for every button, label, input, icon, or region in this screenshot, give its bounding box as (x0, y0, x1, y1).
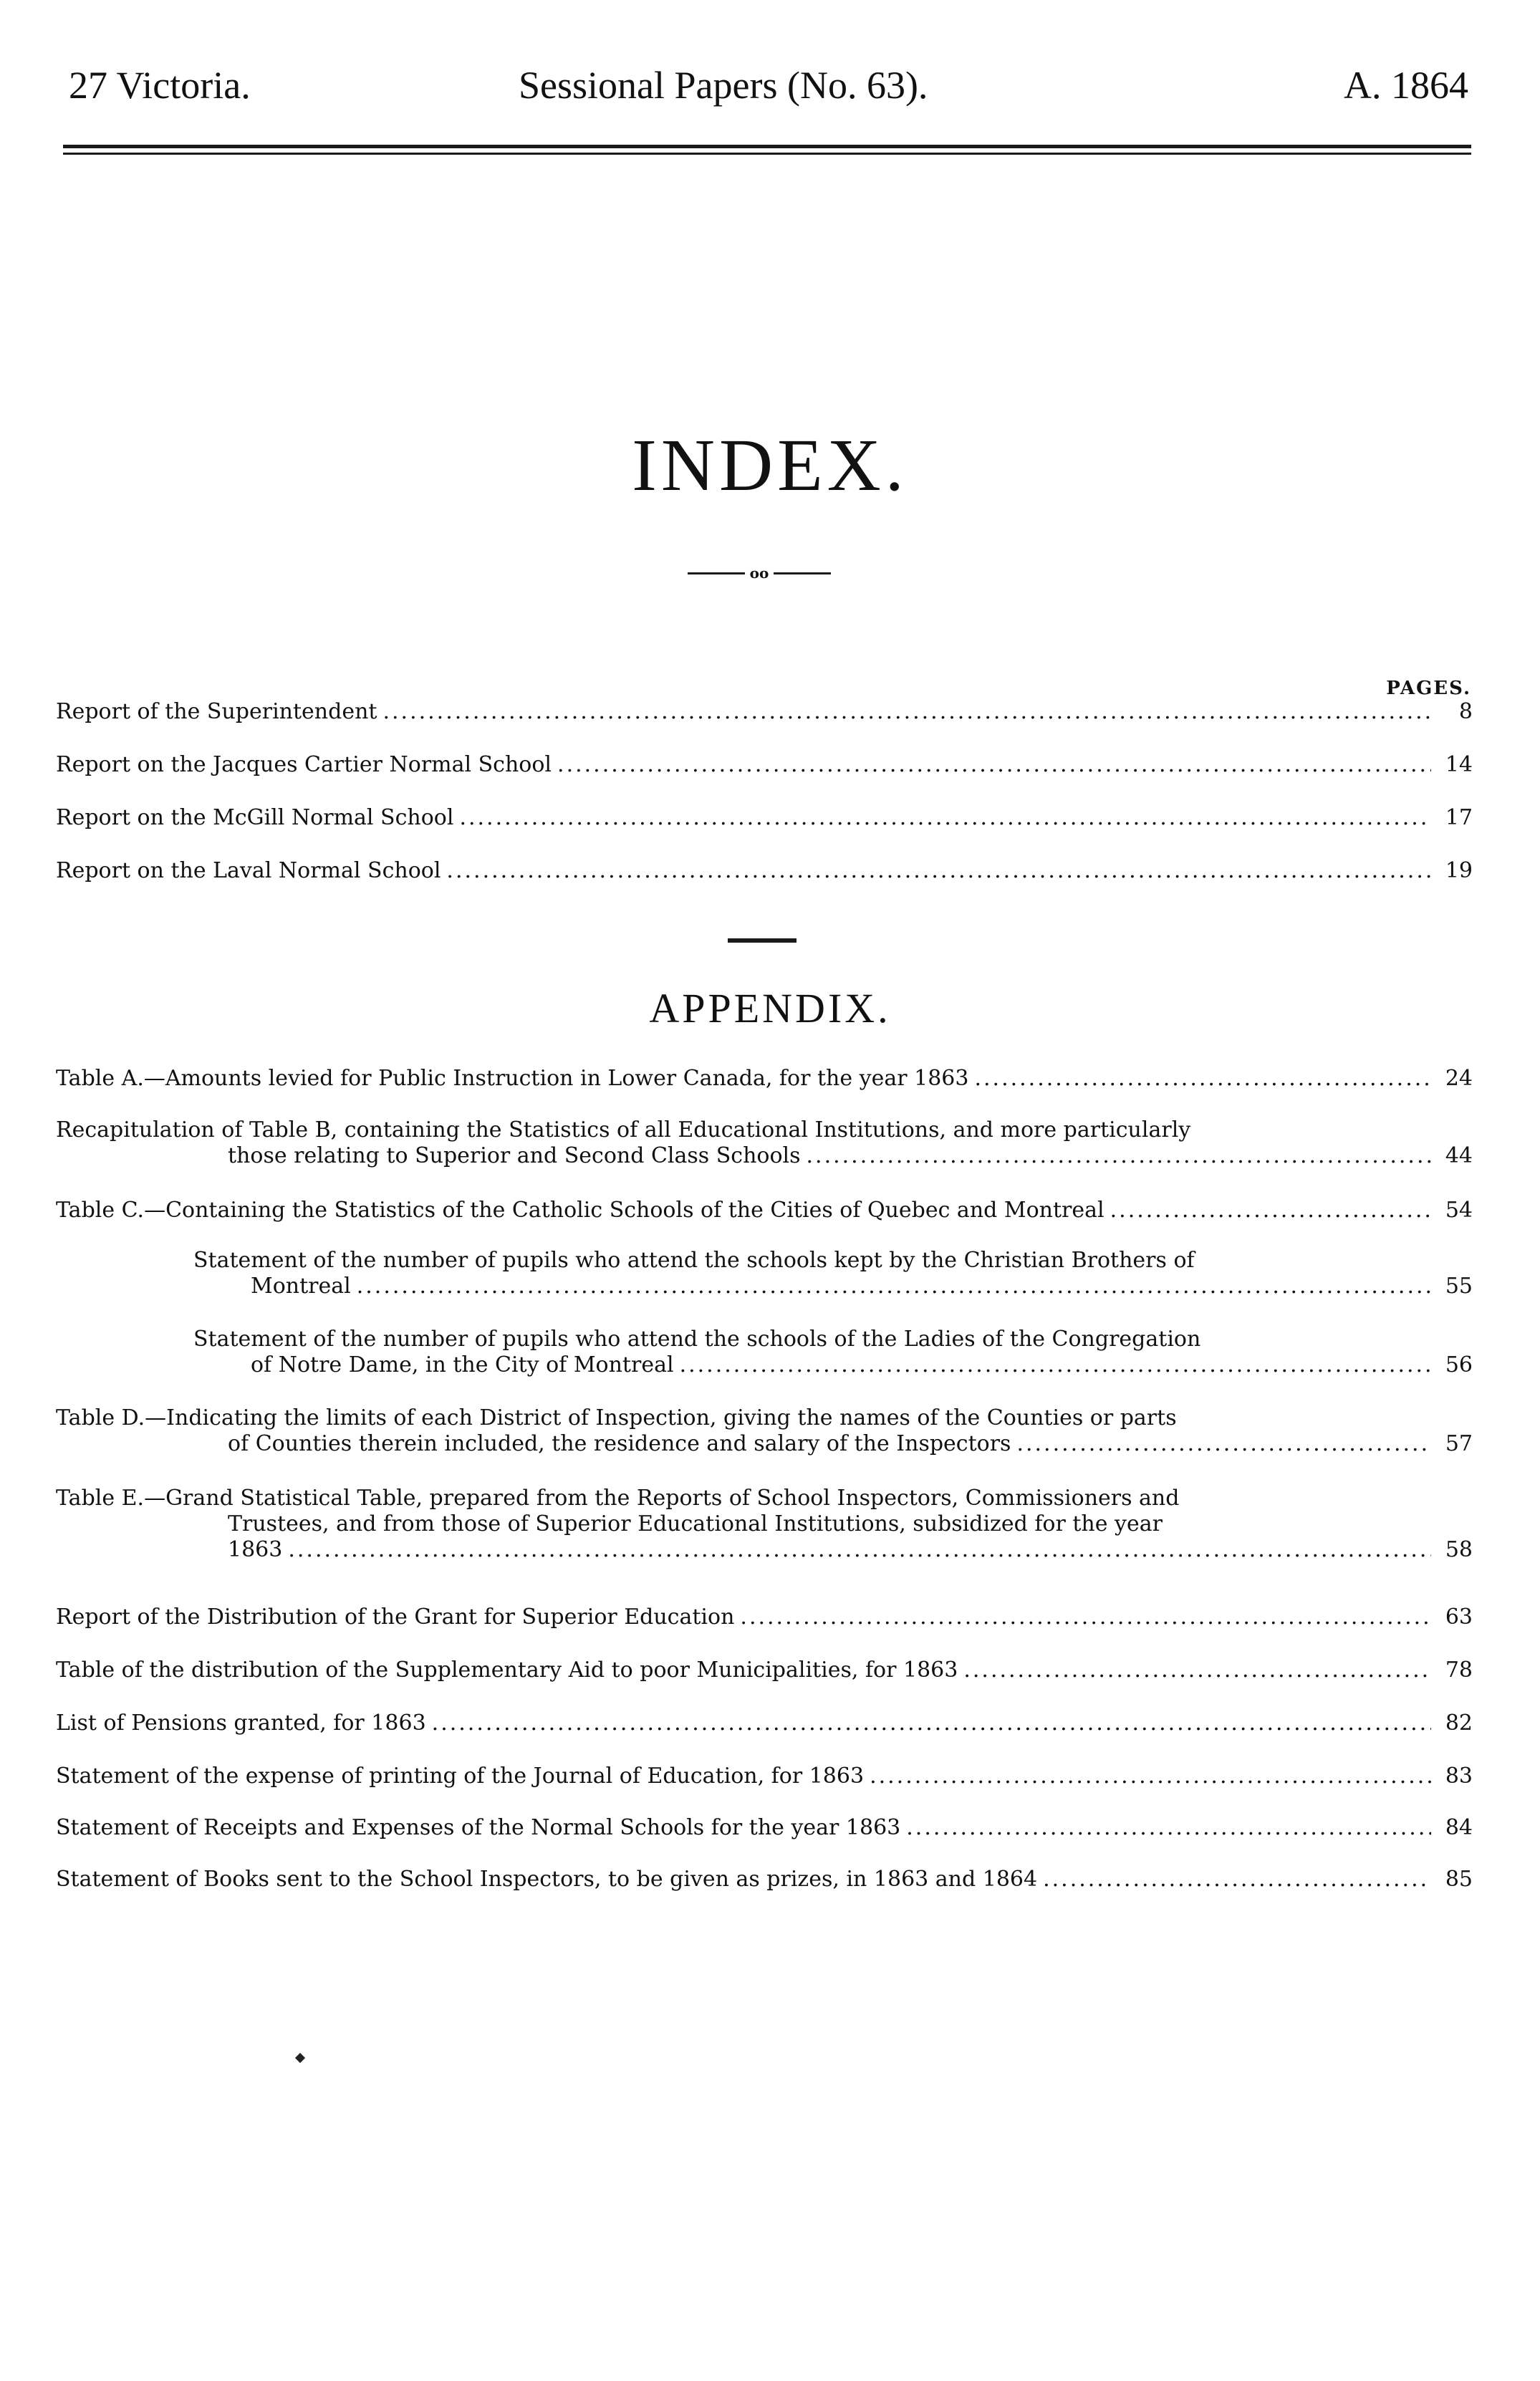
index-entry (56, 699, 1473, 725)
entry-text: Table A.—Amounts levied for Public Instruction in Lower Canada, for the year 1863 (56, 1066, 969, 1091)
section-divider (728, 938, 797, 943)
entry-text: Recapitulation of Table B, containing the Statistics of all Educational Institutions, and more particularly (56, 1117, 1191, 1143)
appendix-entry (56, 1198, 1473, 1223)
appendix-entry (56, 1764, 1473, 1789)
entry-text-cont: of Notre Dame, in the City of Montreal (251, 1352, 674, 1377)
ornament-line-left (688, 572, 745, 574)
entry-text: Report on the Laval Normal School (56, 858, 441, 883)
appendix-entry (56, 1486, 1473, 1563)
entry-text: Table of the distribution of the Supplementary Aid to poor Municipalities, for 1863 (56, 1658, 958, 1683)
dot-leader (807, 1143, 1432, 1169)
dot-leader (906, 1815, 1431, 1841)
header-sessional-papers: Sessional Papers (No. 63). (519, 64, 928, 107)
entry-page: 84 (1445, 1815, 1473, 1840)
dot-leader (357, 1274, 1431, 1299)
entry-page: 63 (1445, 1605, 1473, 1630)
entry-text: Table E.—Grand Statistical Table, prepared from the Reports of School Inspectors, Commissioners and (56, 1486, 1180, 1511)
entry-text-cont: of Counties therein included, the residence and salary of the Inspectors (228, 1431, 1011, 1456)
dot-leader (557, 752, 1431, 778)
entry-page: 54 (1445, 1198, 1473, 1223)
entry-text: Report on the McGill Normal School (56, 805, 454, 830)
index-entry (56, 805, 1473, 831)
header-rule-thin (63, 153, 1471, 155)
dot-leader (1016, 1431, 1431, 1457)
header-year: A. 1864 (1344, 64, 1468, 107)
entry-text: Statement of the number of pupils who attend the schools kept by the Christian Brothers of (193, 1248, 1195, 1273)
dot-leader (1110, 1198, 1431, 1223)
entry-page: 24 (1445, 1066, 1473, 1091)
index-entry (56, 858, 1473, 884)
entry-page: 78 (1445, 1658, 1473, 1683)
dot-leader (446, 858, 1431, 884)
appendix-title: APPENDIX. (649, 985, 891, 1031)
header-rule-thick (63, 145, 1471, 148)
appendix-entry (56, 1711, 1473, 1736)
appendix-entry (56, 1815, 1473, 1841)
ornament-line-right (774, 572, 831, 574)
dot-leader (870, 1764, 1431, 1789)
pages-column-heading: PAGES. (1386, 678, 1471, 699)
entry-page: 55 (1445, 1274, 1473, 1299)
appendix-sub-entry (193, 1248, 1473, 1299)
entry-page: 8 (1458, 699, 1473, 724)
entry-text-cont: 1863 (228, 1537, 283, 1562)
entry-page: 85 (1445, 1867, 1473, 1892)
title-ornament (688, 566, 831, 580)
appendix-entry (56, 1867, 1473, 1892)
entry-text-cont: those relating to Superior and Second Class Schools (228, 1143, 801, 1168)
entry-text: Report of the Distribution of the Grant for Superior Education (56, 1605, 735, 1630)
dot-leader (288, 1537, 1431, 1563)
appendix-entry (56, 1066, 1473, 1092)
dot-leader (963, 1658, 1431, 1683)
header-volume: 27 Victoria. (69, 64, 251, 107)
dot-leader (459, 805, 1431, 831)
running-head (69, 63, 1473, 113)
entry-text: Table D.—Indicating the limits of each District of Inspection, giving the names of the Counties or parts (56, 1405, 1177, 1430)
entry-text: Statement of Receipts and Expenses of the Normal Schools for the year 1863 (56, 1815, 901, 1840)
entry-text-cont: Montreal (251, 1274, 351, 1299)
appendix-sub-entry (193, 1327, 1473, 1378)
appendix-entry (56, 1405, 1473, 1457)
entry-page: 14 (1445, 752, 1473, 777)
dot-leader (1043, 1867, 1431, 1892)
entry-text-cont: Trustees, and from those of Superior Educational Institutions, subsidized for the year (228, 1511, 1163, 1536)
entry-text: Statement of the number of pupils who attend the schools of the Ladies of the Congregation (193, 1327, 1201, 1352)
entry-page: 58 (1445, 1537, 1473, 1562)
entry-text: Report on the Jacques Cartier Normal School (56, 752, 552, 777)
entry-text: Table C.—Containing the Statistics of the Catholic Schools of the Cities of Quebec and Montreal (56, 1198, 1105, 1223)
dot-leader (432, 1711, 1431, 1736)
appendix-entry (56, 1658, 1473, 1683)
entry-page: 82 (1445, 1711, 1473, 1736)
entry-page: 44 (1445, 1143, 1473, 1168)
entry-text: Report of the Superintendent (56, 699, 377, 724)
entry-page: 17 (1445, 805, 1473, 830)
dot-leader (974, 1066, 1431, 1092)
entry-text: Statement of Books sent to the School Inspectors, to be given as prizes, in 1863 and 1864 (56, 1867, 1038, 1892)
dot-leader (740, 1605, 1431, 1630)
index-title: INDEX. (632, 424, 908, 506)
appendix-entry (56, 1117, 1473, 1169)
dot-leader (382, 699, 1431, 725)
entry-text: Statement of the expense of printing of the Journal of Education, for 1863 (56, 1764, 865, 1789)
dot-leader (680, 1352, 1431, 1378)
entry-page: 57 (1445, 1431, 1473, 1456)
entry-page: 56 (1445, 1352, 1473, 1377)
appendix-entry (56, 1605, 1473, 1630)
entry-page: 83 (1445, 1764, 1473, 1789)
entry-text: List of Pensions granted, for 1863 (56, 1711, 426, 1736)
entry-page: 19 (1445, 858, 1473, 883)
ornament-center: oo (749, 564, 769, 582)
ink-speck (295, 2053, 305, 2063)
index-entry (56, 752, 1473, 778)
